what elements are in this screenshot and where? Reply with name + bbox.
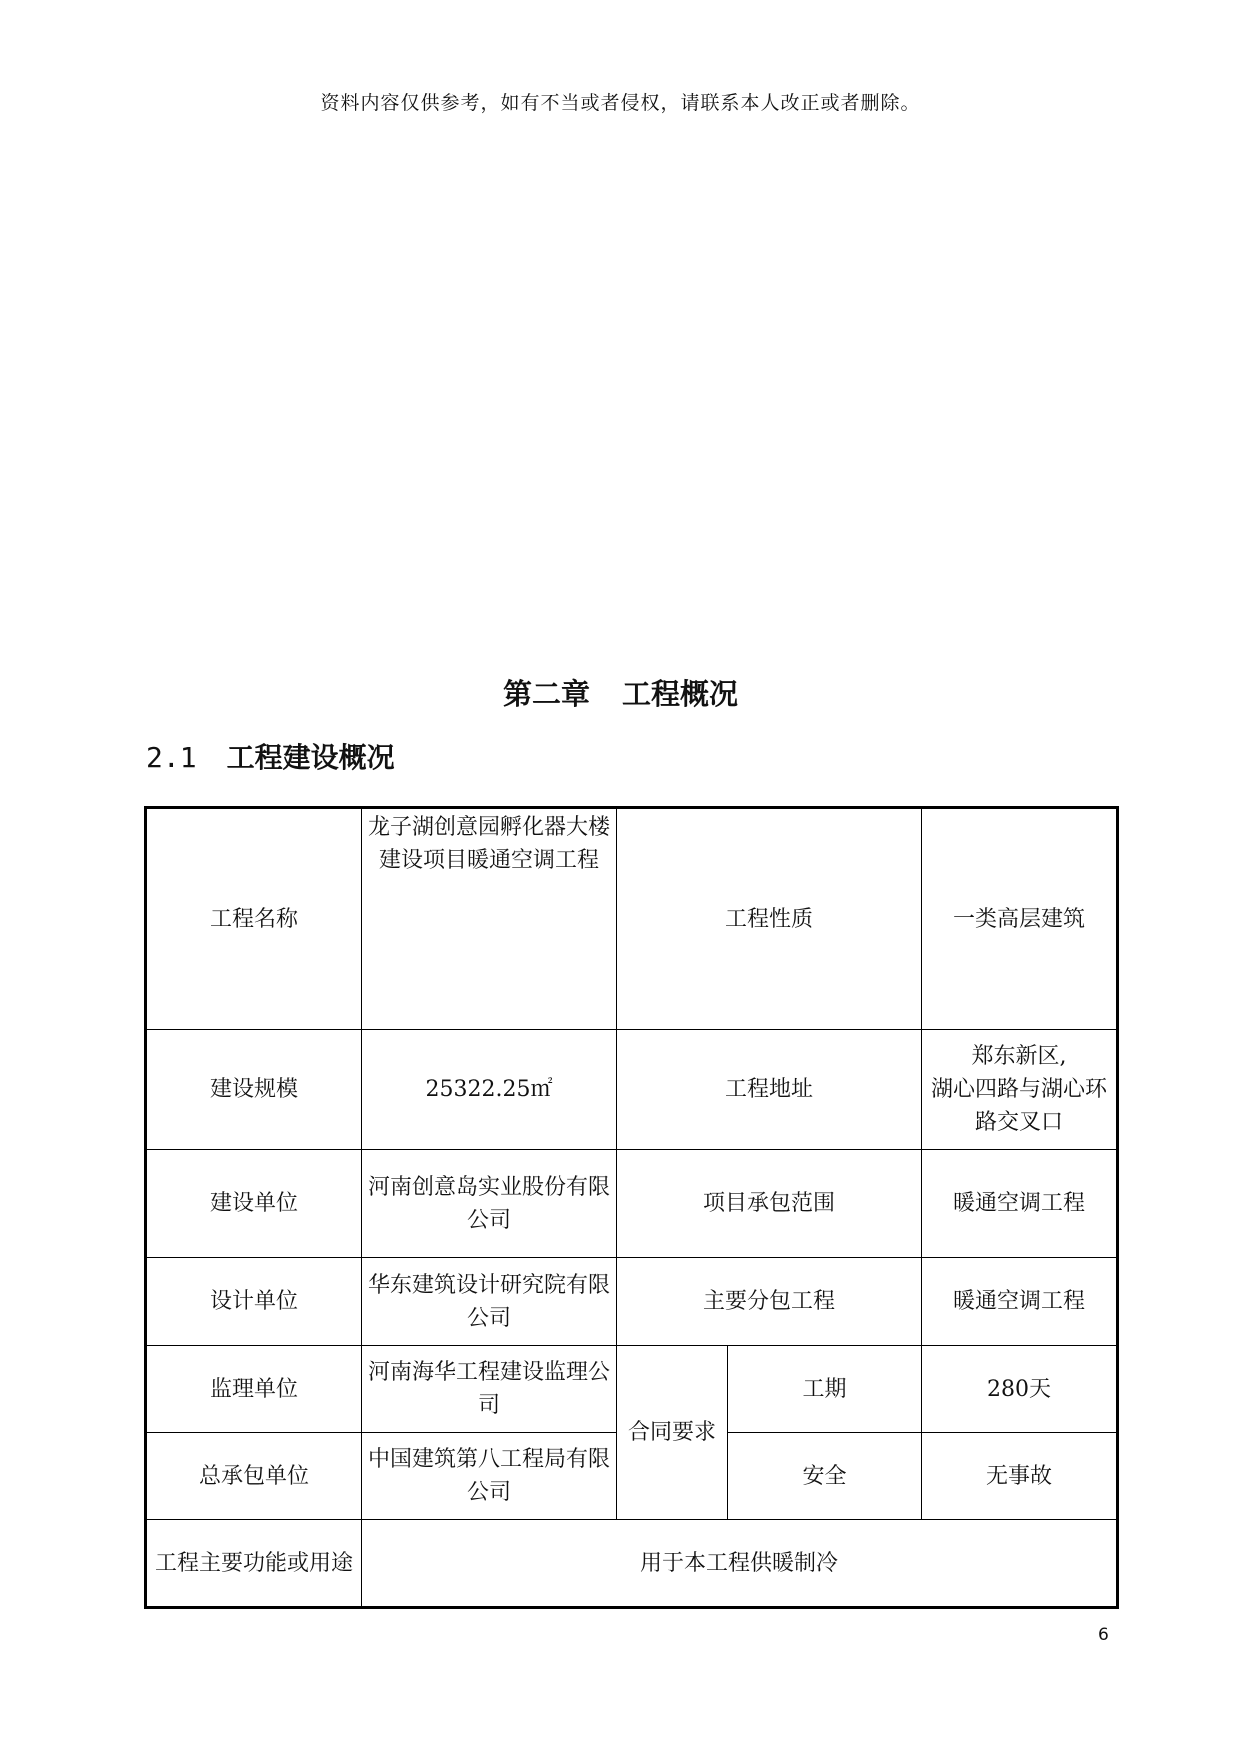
section-title [146, 736, 395, 776]
label-project-name: 工程名称 [146, 808, 362, 1030]
value-project-name: 龙子湖创意园孵化器大楼建设项目暖通空调工程 [362, 808, 617, 1030]
address-line-2: 湖心四路与湖心环路交叉口 [931, 1077, 1108, 1135]
label-main-subcontract: 主要分包工程 [617, 1258, 922, 1346]
table-row [146, 1346, 1118, 1433]
address-line-1: 郑东新区, [971, 1044, 1067, 1069]
table-row [146, 808, 1118, 1030]
label-duration: 工期 [728, 1346, 922, 1433]
label-project-nature: 工程性质 [617, 808, 922, 1030]
value-designer: 华东建筑设计研究院有限公司 [362, 1258, 617, 1346]
label-contract-scope: 项目承包范围 [617, 1150, 922, 1258]
header-disclaimer: 资料内容仅供参考，如有不当或者侵权，请联系本人改正或者删除。 [320, 92, 921, 114]
value-duration: 280天 [922, 1346, 1118, 1433]
value-main-function: 用于本工程供暖制冷 [362, 1520, 1118, 1608]
value-supervisor: 河南海华工程建设监理公司 [362, 1346, 617, 1433]
label-general-contractor: 总承包单位 [146, 1433, 362, 1520]
chapter-number: 第二章 [502, 677, 590, 711]
value-contract-scope: 暖通空调工程 [922, 1150, 1118, 1258]
value-project-nature: 一类高层建筑 [922, 808, 1118, 1030]
label-client: 建设单位 [146, 1150, 362, 1258]
label-safety: 安全 [728, 1433, 922, 1520]
label-main-function: 工程主要功能或用途 [146, 1520, 362, 1608]
value-main-subcontract: 暖通空调工程 [922, 1258, 1118, 1346]
value-scale: 25322.25㎡ [362, 1030, 617, 1150]
project-overview-table [144, 806, 1119, 1609]
label-contract-requirements: 合同要求 [617, 1346, 728, 1520]
section-name: 工程建设概况 [226, 741, 395, 774]
label-designer: 设计单位 [146, 1258, 362, 1346]
label-address: 工程地址 [617, 1030, 922, 1150]
value-client: 河南创意岛实业股份有限公司 [362, 1150, 617, 1258]
value-general-contractor: 中国建筑第八工程局有限公司 [362, 1433, 617, 1520]
table-row [146, 1150, 1118, 1258]
chapter-title [0, 672, 1241, 713]
page-number: 6 [1098, 1625, 1109, 1645]
table-row [146, 1030, 1118, 1150]
label-supervisor: 监理单位 [146, 1346, 362, 1433]
table-row [146, 1258, 1118, 1346]
value-safety: 无事故 [922, 1433, 1118, 1520]
value-address [922, 1030, 1118, 1150]
label-scale: 建设规模 [146, 1030, 362, 1150]
table-row [146, 1520, 1118, 1608]
chapter-name: 工程概况 [622, 677, 739, 711]
section-number: 2.1 [146, 741, 197, 774]
